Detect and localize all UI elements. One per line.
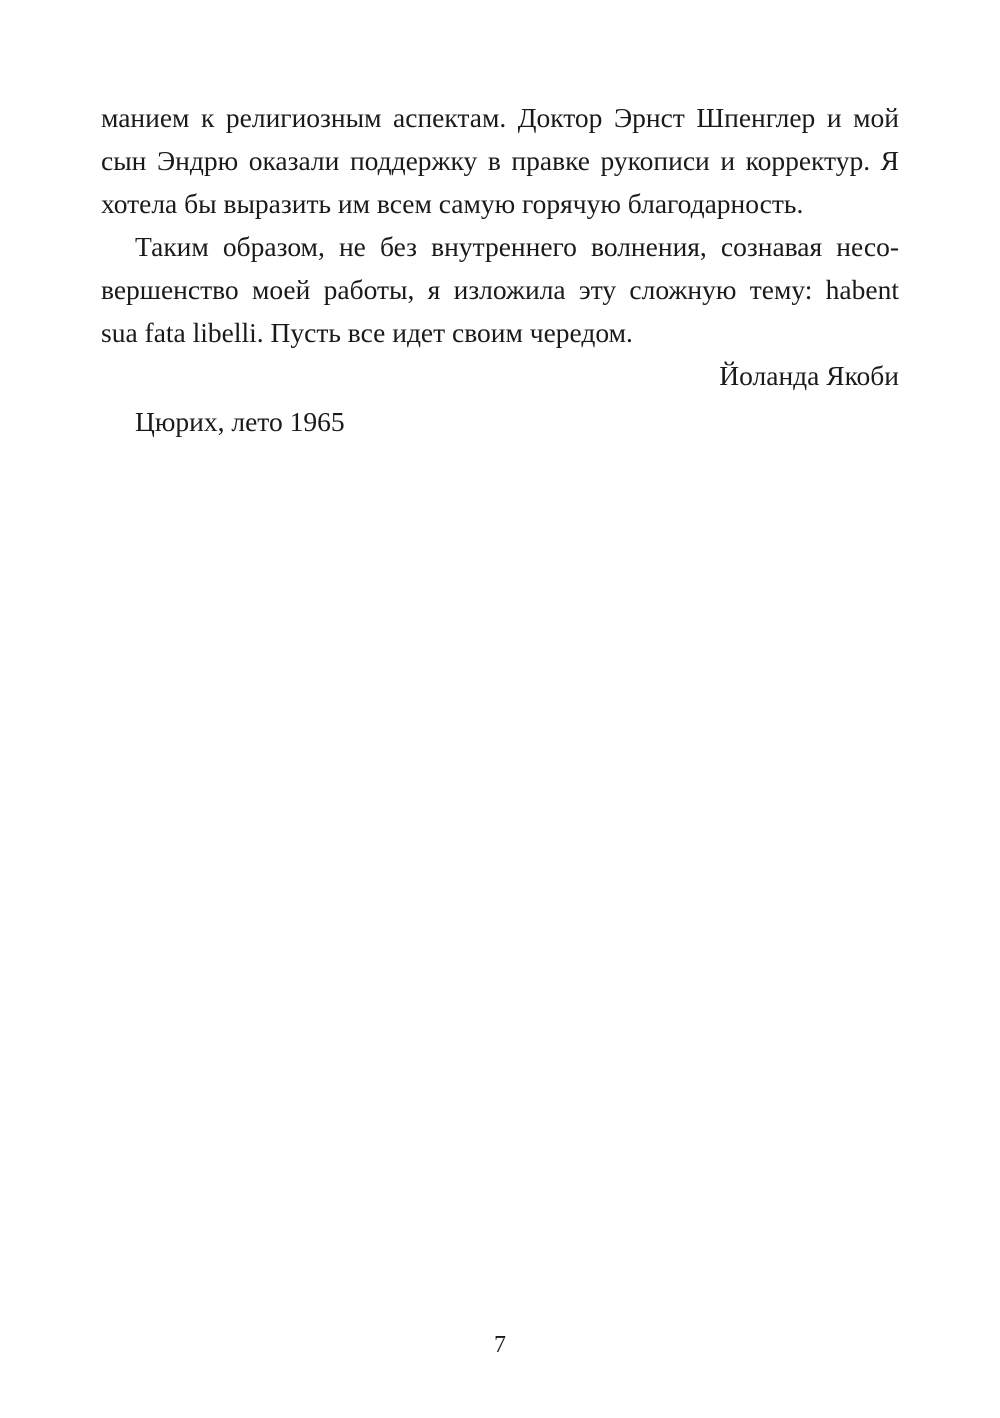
- text-line: хотела бы выразить им всем самую горячую благодарность.: [101, 188, 804, 219]
- text-line: вершенство моей работы, я изложила эту сложную тему: habent: [101, 274, 899, 305]
- place-date: Цюрих, лето 1965: [135, 406, 345, 437]
- text-line: манием к религиозным аспектам. Доктор Эрнст Шпенглер и мой: [101, 102, 899, 133]
- page-number: 7: [494, 1332, 506, 1358]
- body-text: [101, 96, 899, 443]
- text-line: sua fata libelli. Пусть все идет своим чередом.: [101, 317, 633, 348]
- text-line: Таким образом, не без внутреннего волнения, сознавая несо-: [135, 231, 899, 262]
- author-signature: Йоланда Якоби: [719, 360, 899, 391]
- text-line: сын Эндрю оказали поддержку в правке рукописи и корректур. Я: [101, 145, 899, 176]
- paragraph-conclusion: [101, 225, 899, 354]
- paragraph-acknowledgements: [101, 96, 899, 225]
